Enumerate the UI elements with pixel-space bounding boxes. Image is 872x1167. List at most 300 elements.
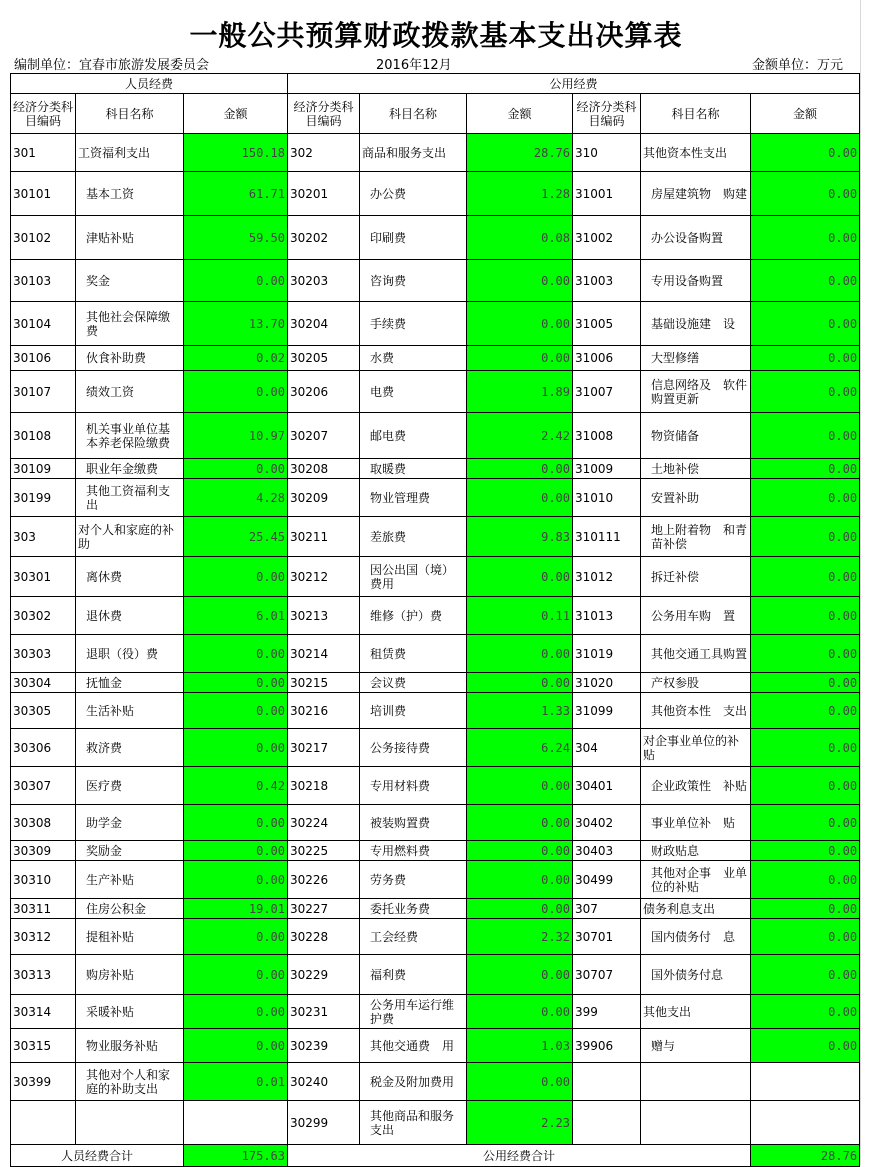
name-cell[interactable]: 债务利息支出 [641, 899, 751, 919]
amount-cell[interactable]: 0.00 [184, 955, 288, 995]
amount-cell[interactable]: 4.28 [184, 479, 288, 517]
amount-cell[interactable]: 0.00 [751, 172, 860, 216]
code-cell[interactable]: 30102 [11, 216, 76, 260]
name-cell[interactable]: 国外债务付息 [641, 955, 751, 995]
amount-cell[interactable]: 0.00 [184, 729, 288, 767]
code-header: 经济分类科目编码 [573, 94, 641, 134]
code-cell[interactable]: 30199 [11, 479, 76, 517]
amount-cell[interactable]: 0.00 [751, 479, 860, 517]
code-cell[interactable]: 30206 [288, 371, 360, 413]
code-cell[interactable] [573, 1101, 641, 1145]
code-cell[interactable]: 30101 [11, 172, 76, 216]
code-cell[interactable]: 30302 [11, 597, 76, 635]
amount-cell[interactable]: 0.00 [751, 899, 860, 919]
name-cell[interactable]: 财政贴息 [641, 841, 751, 861]
amount-cell[interactable]: 0.00 [467, 1063, 573, 1101]
table-row [11, 673, 860, 693]
name-cell[interactable]: 物业管理费 [360, 479, 467, 517]
amount-cell[interactable] [751, 1063, 860, 1101]
code-cell[interactable]: 31008 [573, 413, 641, 459]
code-cell[interactable]: 30103 [11, 260, 76, 302]
code-cell[interactable]: 30401 [573, 767, 641, 805]
amount-cell[interactable]: 28.76 [467, 134, 573, 172]
table-row [11, 557, 860, 597]
amount-cell[interactable]: 0.00 [751, 302, 860, 346]
code-cell[interactable]: 304 [573, 729, 641, 767]
code-cell[interactable]: 30307 [11, 767, 76, 805]
name-cell[interactable]: 购房补贴 [76, 955, 184, 995]
name-cell[interactable]: 公务用车运行维护费 [360, 995, 467, 1029]
name-cell[interactable]: 事业单位补 贴 [641, 805, 751, 841]
personnel-total-label[interactable]: 人员经费合计 [11, 1145, 184, 1167]
code-cell[interactable]: 30107 [11, 371, 76, 413]
amount-cell[interactable]: 0.00 [751, 767, 860, 805]
table-row [11, 371, 860, 413]
code-cell[interactable]: 30305 [11, 693, 76, 729]
table-row [11, 1063, 860, 1101]
name-cell[interactable]: 培训费 [360, 693, 467, 729]
name-cell[interactable]: 公务接待费 [360, 729, 467, 767]
name-cell[interactable] [641, 1063, 751, 1101]
code-cell[interactable]: 30208 [288, 459, 360, 479]
name-header: 科目名称 [360, 94, 467, 134]
amount-cell[interactable]: 0.00 [184, 995, 288, 1029]
public-section-header: 公用经费 [288, 74, 860, 94]
amount-cell[interactable]: 0.02 [184, 346, 288, 371]
report-date: 2016年12月 [376, 58, 452, 73]
code-cell[interactable]: 30104 [11, 302, 76, 346]
code-cell[interactable]: 30213 [288, 597, 360, 635]
amount-cell[interactable]: 0.00 [751, 517, 860, 557]
code-cell[interactable]: 31005 [573, 302, 641, 346]
code-cell[interactable]: 30201 [288, 172, 360, 216]
table-row [11, 517, 860, 557]
amount-cell[interactable]: 0.00 [751, 729, 860, 767]
amount-cell[interactable]: 6.24 [467, 729, 573, 767]
amount-cell[interactable]: 0.00 [184, 1029, 288, 1063]
name-cell[interactable]: 退职（役）费 [76, 635, 184, 673]
code-cell[interactable]: 30211 [288, 517, 360, 557]
table-row [11, 693, 860, 729]
amount-cell[interactable]: 2.23 [467, 1101, 573, 1145]
code-cell[interactable]: 31003 [573, 260, 641, 302]
table-row [11, 635, 860, 673]
public-total-value[interactable]: 28.76 [751, 1145, 860, 1167]
amount-cell[interactable]: 0.00 [751, 919, 860, 955]
amount-cell[interactable]: 0.00 [184, 919, 288, 955]
amount-cell[interactable]: 0.42 [184, 767, 288, 805]
amount-cell[interactable]: 0.00 [751, 995, 860, 1029]
table-row [11, 919, 860, 955]
table-row [11, 302, 860, 346]
code-cell[interactable]: 30301 [11, 557, 76, 597]
name-cell[interactable]: 专用设备购置 [641, 260, 751, 302]
amount-cell[interactable]: 0.00 [751, 413, 860, 459]
amount-cell[interactable]: 2.32 [467, 919, 573, 955]
code-cell[interactable] [11, 1101, 76, 1145]
code-cell[interactable]: 30701 [573, 919, 641, 955]
name-cell[interactable]: 差旅费 [360, 517, 467, 557]
name-cell[interactable]: 印刷费 [360, 216, 467, 260]
amount-cell[interactable]: 0.00 [467, 302, 573, 346]
name-header: 科目名称 [641, 94, 751, 134]
amount-cell[interactable]: 61.71 [184, 172, 288, 216]
amount-cell[interactable]: 0.00 [467, 805, 573, 841]
name-cell[interactable]: 劳务费 [360, 861, 467, 899]
name-cell[interactable]: 大型修缮 [641, 346, 751, 371]
name-cell[interactable]: 办公设备购置 [641, 216, 751, 260]
name-cell[interactable]: 绩效工资 [76, 371, 184, 413]
code-cell[interactable]: 30228 [288, 919, 360, 955]
code-cell[interactable]: 30108 [11, 413, 76, 459]
name-cell[interactable]: 救济费 [76, 729, 184, 767]
amount-cell[interactable]: 0.11 [467, 597, 573, 635]
code-cell[interactable]: 31019 [573, 635, 641, 673]
name-cell[interactable]: 邮电费 [360, 413, 467, 459]
name-cell[interactable]: 医疗费 [76, 767, 184, 805]
code-cell[interactable]: 30224 [288, 805, 360, 841]
amount-cell[interactable]: 0.00 [467, 899, 573, 919]
name-cell[interactable]: 津贴补贴 [76, 216, 184, 260]
amount-cell[interactable]: 0.08 [467, 216, 573, 260]
code-cell[interactable]: 30402 [573, 805, 641, 841]
amount-cell[interactable]: 0.00 [751, 693, 860, 729]
name-cell[interactable]: 产权参股 [641, 673, 751, 693]
amount-cell[interactable]: 0.00 [751, 557, 860, 597]
name-cell[interactable]: 奖金 [76, 260, 184, 302]
code-cell[interactable]: 310 [573, 134, 641, 172]
table-row [11, 260, 860, 302]
name-cell[interactable]: 对企事业单位的补贴 [641, 729, 751, 767]
code-cell[interactable]: 30217 [288, 729, 360, 767]
name-cell[interactable]: 国内债务付 息 [641, 919, 751, 955]
code-cell[interactable]: 30212 [288, 557, 360, 597]
amount-cell[interactable]: 0.00 [184, 459, 288, 479]
amount-cell[interactable]: 0.01 [184, 1063, 288, 1101]
amount-cell[interactable]: 0.00 [751, 134, 860, 172]
amount-cell[interactable]: 0.00 [751, 955, 860, 995]
amount-cell[interactable]: 0.00 [184, 693, 288, 729]
amount-cell[interactable] [751, 1101, 860, 1145]
amount-cell[interactable]: 150.18 [184, 134, 288, 172]
name-cell[interactable]: 其他对个人和家庭的补助支出 [76, 1063, 184, 1101]
code-cell[interactable]: 30226 [288, 861, 360, 899]
table-row [11, 899, 860, 919]
code-cell[interactable]: 30311 [11, 899, 76, 919]
code-cell[interactable]: 30314 [11, 995, 76, 1029]
name-cell[interactable]: 奖励金 [76, 841, 184, 861]
amount-cell[interactable]: 0.00 [751, 346, 860, 371]
code-cell[interactable]: 30309 [11, 841, 76, 861]
name-cell[interactable]: 工会经费 [360, 919, 467, 955]
code-cell[interactable]: 30218 [288, 767, 360, 805]
amount-cell[interactable]: 19.01 [184, 899, 288, 919]
name-cell[interactable]: 会议费 [360, 673, 467, 693]
code-cell[interactable]: 30204 [288, 302, 360, 346]
name-cell[interactable]: 生活补贴 [76, 693, 184, 729]
amount-cell[interactable]: 6.01 [184, 597, 288, 635]
code-cell[interactable]: 30499 [573, 861, 641, 899]
code-cell[interactable]: 30306 [11, 729, 76, 767]
amount-cell[interactable]: 59.50 [184, 216, 288, 260]
sheet-gridline [860, 0, 861, 1165]
amount-cell[interactable]: 0.00 [467, 459, 573, 479]
name-cell[interactable]: 企业政策性 补贴 [641, 767, 751, 805]
code-header: 经济分类科目编码 [288, 94, 360, 134]
name-cell[interactable]: 基本工资 [76, 172, 184, 216]
amount-cell[interactable]: 0.00 [467, 260, 573, 302]
amount-cell[interactable]: 2.42 [467, 413, 573, 459]
amount-cell[interactable]: 0.00 [467, 673, 573, 693]
name-cell[interactable]: 对个人和家庭的补助 [76, 517, 184, 557]
code-cell[interactable]: 31002 [573, 216, 641, 260]
amount-cell[interactable]: 0.00 [751, 597, 860, 635]
name-cell[interactable]: 商品和服务支出 [360, 134, 467, 172]
code-cell[interactable]: 30707 [573, 955, 641, 995]
code-cell[interactable]: 301 [11, 134, 76, 172]
amount-cell[interactable]: 9.83 [467, 517, 573, 557]
table-row [11, 841, 860, 861]
amount-cell[interactable]: 0.00 [751, 805, 860, 841]
name-cell[interactable]: 其他社会保障缴费 [76, 302, 184, 346]
code-cell[interactable]: 30315 [11, 1029, 76, 1063]
name-cell[interactable]: 手续费 [360, 302, 467, 346]
code-cell[interactable]: 31009 [573, 459, 641, 479]
expenditure-table [10, 73, 860, 1167]
amount-cell[interactable] [184, 1101, 288, 1145]
code-cell[interactable]: 30229 [288, 955, 360, 995]
name-cell[interactable]: 委托业务费 [360, 899, 467, 919]
amount-cell[interactable]: 0.00 [467, 955, 573, 995]
code-cell[interactable]: 30215 [288, 673, 360, 693]
amount-cell[interactable]: 25.45 [184, 517, 288, 557]
amount-cell[interactable]: 13.70 [184, 302, 288, 346]
code-cell[interactable]: 31001 [573, 172, 641, 216]
name-cell[interactable]: 因公出国（境）费用 [360, 557, 467, 597]
code-cell[interactable]: 30202 [288, 216, 360, 260]
name-cell[interactable]: 专用燃料费 [360, 841, 467, 861]
amount-header: 金额 [467, 94, 573, 134]
table-row [11, 413, 860, 459]
name-cell[interactable]: 提租补贴 [76, 919, 184, 955]
amount-cell[interactable]: 1.33 [467, 693, 573, 729]
table-row [11, 1101, 860, 1145]
name-cell[interactable]: 离休费 [76, 557, 184, 597]
code-cell[interactable]: 30109 [11, 459, 76, 479]
amount-cell[interactable]: 0.00 [184, 557, 288, 597]
amount-cell[interactable]: 0.00 [467, 346, 573, 371]
code-cell[interactable]: 31007 [573, 371, 641, 413]
code-cell[interactable]: 30403 [573, 841, 641, 861]
name-cell[interactable]: 咨询费 [360, 260, 467, 302]
code-cell[interactable]: 30299 [288, 1101, 360, 1145]
amount-cell[interactable]: 0.00 [467, 635, 573, 673]
name-cell[interactable]: 物资储备 [641, 413, 751, 459]
name-cell[interactable] [641, 1101, 751, 1145]
code-cell[interactable]: 30240 [288, 1063, 360, 1101]
name-cell[interactable]: 专用材料费 [360, 767, 467, 805]
amount-header: 金额 [751, 94, 860, 134]
amount-cell[interactable]: 0.00 [467, 995, 573, 1029]
name-cell[interactable]: 拆迁补偿 [641, 557, 751, 597]
name-cell[interactable]: 租赁费 [360, 635, 467, 673]
code-cell[interactable]: 30214 [288, 635, 360, 673]
name-cell[interactable]: 电费 [360, 371, 467, 413]
name-cell[interactable]: 房屋建筑物 购建 [641, 172, 751, 216]
amount-cell[interactable]: 0.00 [184, 841, 288, 861]
name-cell[interactable]: 其他支出 [641, 995, 751, 1029]
code-cell[interactable]: 30216 [288, 693, 360, 729]
amount-cell[interactable]: 0.00 [184, 861, 288, 899]
amount-cell[interactable]: 0.00 [751, 673, 860, 693]
name-cell[interactable]: 住房公积金 [76, 899, 184, 919]
table-row [11, 1029, 860, 1063]
name-cell[interactable]: 生产补贴 [76, 861, 184, 899]
code-cell[interactable]: 39906 [573, 1029, 641, 1063]
code-cell[interactable]: 30227 [288, 899, 360, 919]
personnel-total-value[interactable]: 175.63 [184, 1145, 288, 1167]
code-cell[interactable]: 30308 [11, 805, 76, 841]
name-cell[interactable]: 其他交通工具购置 [641, 635, 751, 673]
amount-cell[interactable]: 1.03 [467, 1029, 573, 1063]
amount-cell[interactable]: 0.00 [751, 841, 860, 861]
section-header-row [11, 74, 860, 94]
code-cell[interactable]: 30231 [288, 995, 360, 1029]
amount-cell[interactable]: 1.28 [467, 172, 573, 216]
table-row [11, 346, 860, 371]
name-cell[interactable]: 取暖费 [360, 459, 467, 479]
amount-cell[interactable]: 0.00 [184, 635, 288, 673]
amount-cell[interactable]: 0.00 [467, 557, 573, 597]
code-cell[interactable]: 30239 [288, 1029, 360, 1063]
name-cell[interactable]: 伙食补助费 [76, 346, 184, 371]
code-cell[interactable]: 30205 [288, 346, 360, 371]
code-cell[interactable]: 30209 [288, 479, 360, 517]
code-cell[interactable]: 31013 [573, 597, 641, 635]
name-cell[interactable]: 办公费 [360, 172, 467, 216]
code-cell[interactable]: 30225 [288, 841, 360, 861]
amount-cell[interactable]: 0.00 [751, 635, 860, 673]
code-cell[interactable]: 31010 [573, 479, 641, 517]
amount-cell[interactable]: 0.00 [184, 260, 288, 302]
table-row [11, 479, 860, 517]
code-cell[interactable]: 31099 [573, 693, 641, 729]
code-cell[interactable]: 30399 [11, 1063, 76, 1101]
name-cell[interactable]: 其他对企事 业单位的补贴 [641, 861, 751, 899]
code-cell[interactable]: 30313 [11, 955, 76, 995]
name-cell[interactable]: 维修（护）费 [360, 597, 467, 635]
name-cell[interactable]: 公务用车购 置 [641, 597, 751, 635]
table-row [11, 767, 860, 805]
amount-cell[interactable]: 0.00 [467, 479, 573, 517]
name-cell[interactable]: 安置补助 [641, 479, 751, 517]
name-cell[interactable]: 其他资本性 支出 [641, 693, 751, 729]
public-total-label[interactable]: 公用经费合计 [288, 1145, 751, 1167]
name-cell[interactable]: 抚恤金 [76, 673, 184, 693]
table-row [11, 995, 860, 1029]
name-cell[interactable] [76, 1101, 184, 1145]
name-cell[interactable]: 助学金 [76, 805, 184, 841]
amount-cell[interactable]: 0.00 [467, 841, 573, 861]
name-cell[interactable]: 其他资本性支出 [641, 134, 751, 172]
name-cell[interactable]: 赠与 [641, 1029, 751, 1063]
code-cell[interactable]: 307 [573, 899, 641, 919]
amount-header: 金额 [184, 94, 288, 134]
page-title: 一般公共预算财政拨款基本支出决算表 [189, 19, 683, 52]
code-cell[interactable]: 31020 [573, 673, 641, 693]
table-row [11, 955, 860, 995]
code-cell[interactable]: 310111 [573, 517, 641, 557]
table-row [11, 861, 860, 899]
amount-cell[interactable]: 0.00 [184, 371, 288, 413]
name-cell[interactable]: 信息网络及 软件购置更新 [641, 371, 751, 413]
code-cell[interactable]: 30106 [11, 346, 76, 371]
name-cell[interactable]: 采暖补贴 [76, 995, 184, 1029]
amount-cell[interactable]: 0.00 [751, 371, 860, 413]
code-cell[interactable]: 303 [11, 517, 76, 557]
code-cell[interactable]: 30304 [11, 673, 76, 693]
code-cell[interactable]: 31012 [573, 557, 641, 597]
name-cell[interactable]: 水费 [360, 346, 467, 371]
name-cell[interactable]: 税金及附加费用 [360, 1063, 467, 1101]
amount-cell[interactable]: 0.00 [184, 673, 288, 693]
amount-cell[interactable]: 0.00 [467, 767, 573, 805]
amount-cell[interactable]: 0.00 [751, 459, 860, 479]
name-cell[interactable]: 福利费 [360, 955, 467, 995]
table-row [11, 459, 860, 479]
column-header-row [11, 94, 860, 134]
name-cell[interactable]: 其他工资福利支出 [76, 479, 184, 517]
amount-cell[interactable]: 0.00 [751, 1029, 860, 1063]
name-cell[interactable]: 其他商品和服务支出 [360, 1101, 467, 1145]
amount-cell[interactable]: 1.89 [467, 371, 573, 413]
name-cell[interactable]: 其他交通费 用 [360, 1029, 467, 1063]
amount-cell[interactable]: 0.00 [751, 216, 860, 260]
name-cell[interactable]: 退休费 [76, 597, 184, 635]
code-cell[interactable]: 30310 [11, 861, 76, 899]
code-cell[interactable]: 399 [573, 995, 641, 1029]
amount-cell[interactable]: 0.00 [184, 805, 288, 841]
table-row [11, 134, 860, 172]
totals-row [11, 1145, 860, 1167]
table-row [11, 172, 860, 216]
code-cell[interactable]: 31006 [573, 346, 641, 371]
code-cell[interactable] [573, 1063, 641, 1101]
table-row [11, 729, 860, 767]
name-cell[interactable]: 被装购置费 [360, 805, 467, 841]
code-cell[interactable]: 30303 [11, 635, 76, 673]
name-cell[interactable]: 土地补偿 [641, 459, 751, 479]
amount-cell[interactable]: 0.00 [467, 861, 573, 899]
amount-cell[interactable]: 0.00 [751, 861, 860, 899]
name-cell[interactable]: 地上附着物 和青苗补偿 [641, 517, 751, 557]
amount-cell[interactable]: 0.00 [751, 260, 860, 302]
code-cell[interactable]: 30312 [11, 919, 76, 955]
code-cell[interactable]: 302 [288, 134, 360, 172]
amount-cell[interactable]: 10.97 [184, 413, 288, 459]
table-row [11, 805, 860, 841]
code-cell[interactable]: 30203 [288, 260, 360, 302]
name-cell[interactable]: 机关事业单位基本养老保险缴费 [76, 413, 184, 459]
name-cell[interactable]: 工资福利支出 [76, 134, 184, 172]
name-cell[interactable]: 基础设施建 设 [641, 302, 751, 346]
name-header: 科目名称 [76, 94, 184, 134]
name-cell[interactable]: 物业服务补贴 [76, 1029, 184, 1063]
personnel-section-header: 人员经费 [11, 74, 288, 94]
code-cell[interactable]: 30207 [288, 413, 360, 459]
code-header: 经济分类科目编码 [11, 94, 76, 134]
name-cell[interactable]: 职业年金缴费 [76, 459, 184, 479]
